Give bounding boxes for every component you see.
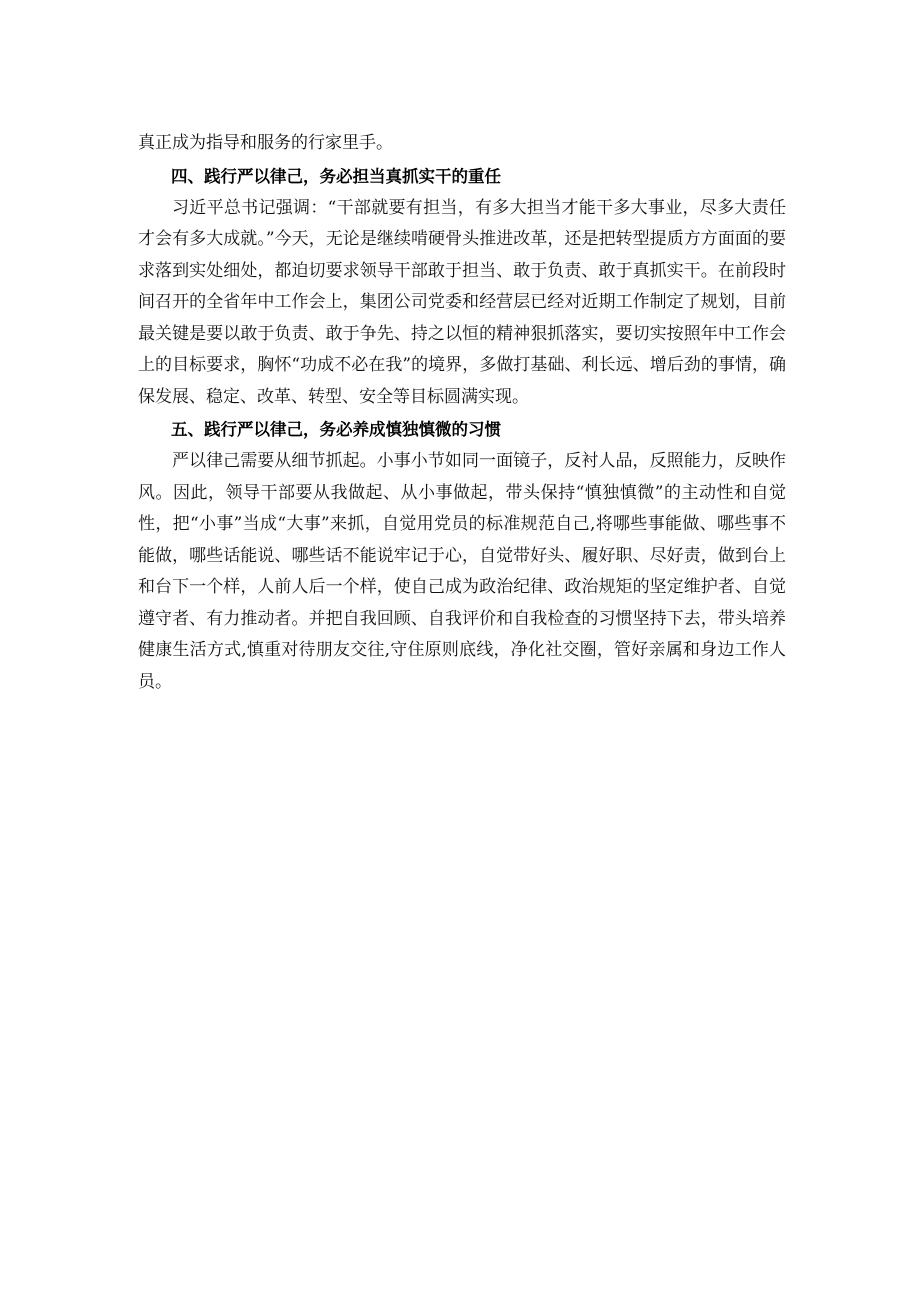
- section-5-paragraph: 严以律己需要从细节抓起。小事小节如同一面镜子，反衬人品，反照能力，反映作风。因此，领导干部要从我做起、从小事做起，带头保持“慎独慎微”的主动性和自觉性，把“小事”当成“大事”来抓，自觉用党员的标准规范自己,将哪些事能做、哪些事不能做，哪些话能说、哪些话不能说牢记于心，自觉带好头、履好职、尽好责，做到台上和台下一个样，人前人后一个样，使自己成为政治纪律、政治规矩的坚定维护者、自觉遵守者、有力推动者。并把自我回顾、自我评价和自我检查的习惯坚持下去，带头培养健康生活方式,慎重对待朋友交往,守住原则底线，净化社交圈，管好亲属和身边工作人员。: [138, 451, 786, 692]
- intro-tail-paragraph: 真正成为指导和服务的行家里手。: [138, 133, 393, 153]
- document-body: [138, 128, 786, 698]
- section-4-heading: 四、践行严以律己，务必担当真抓实干的重任: [171, 166, 501, 186]
- section-4-paragraph: 习近平总书记强调：“干部就要有担当，有多大担当才能干多大事业，尽多大责任才会有多大成就。”今天，无论是继续啃硬骨头推进改革，还是把转型提质方方面面的要求落到实处细处，都迫切要求领导干部敢于担当、敢于负责、敢于真抓实干。在前段时间召开的全省年中工作会上，集团公司党委和经营层已经对近期工作制定了规划，目前最关键是要以敢于负责、敢于争先、持之以恒的精神狠抓落实，要切实按照年中工作会上的目标要求，胸怀“功成不必在我”的境界，多做打基础、利长远、增后劲的事情，确保发展、稳定、改革、转型、安全等目标圆满实现。: [138, 197, 786, 407]
- section-5-heading: 五、践行严以律己，务必养成慎独慎微的习惯: [171, 420, 501, 439]
